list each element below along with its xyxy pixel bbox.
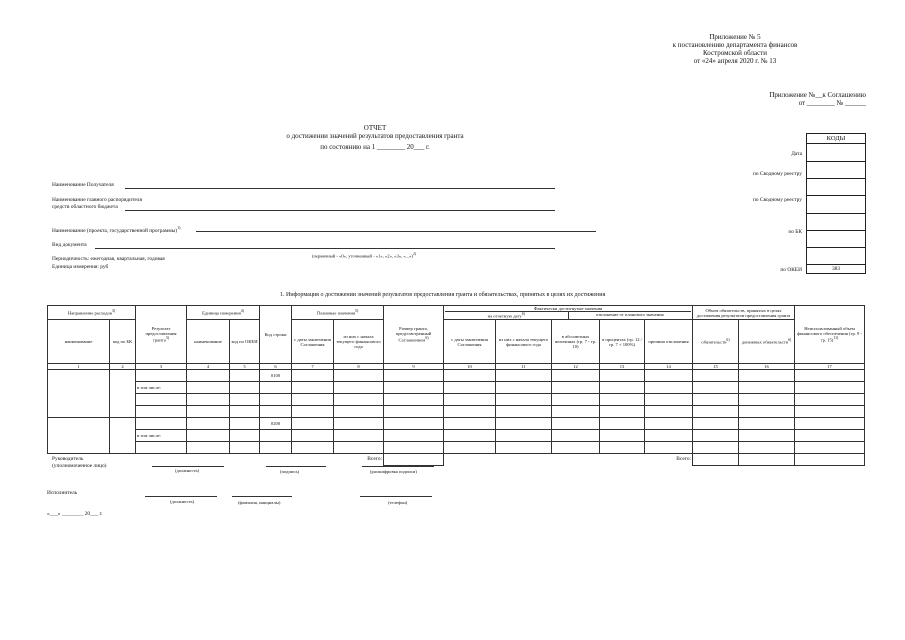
table-row [48,370,865,382]
cell[interactable] [230,382,260,394]
appendix-line1: Приложение № 5 [709,33,761,41]
recipient-label: Наименование Получателя [52,182,114,188]
project-label-sup: 1) [177,225,181,230]
total-right-label: Всего: [676,456,692,463]
doc-type-line[interactable] [95,248,555,249]
section1-title: 1. Информация о достижении значений результатов предоставления гранта и обязательствах, принятых в целях их достижения [280,292,606,298]
cell[interactable] [552,430,600,442]
cell[interactable] [739,418,795,430]
th-result-sup: 3) [165,336,169,341]
th-direction [48,306,136,320]
executor-position-caption: (должность) [170,499,195,504]
cell[interactable] [496,382,552,394]
total-oblig-a-cell[interactable] [693,454,739,466]
codes-bk-label: по БК [788,229,802,235]
th-direction-sup: 3) [111,309,116,314]
col-num: 13 [600,364,645,370]
th-fact-date [445,312,569,319]
doc-type-hint [312,252,416,259]
cell[interactable] [795,394,865,406]
cell[interactable] [496,394,552,406]
cell[interactable] [693,418,739,430]
th-plan-sup: 5) [355,309,359,314]
report-subtitle: о достижении значений результатов предоставления гранта [286,132,464,140]
cell[interactable] [739,406,795,418]
th-oblig-a-sup: 6) [726,338,730,343]
doc-type-hint-text: (первичный - «0», уточненный - «1», «2», «3», «...») [312,253,413,259]
cell[interactable] [600,370,645,382]
cell[interactable] [444,406,496,418]
col-num: 17 [795,364,865,370]
doc-type-hint-sup: 2) [412,252,416,256]
cell[interactable] [334,442,384,454]
cell[interactable] [292,382,334,394]
th-size-sup: 6) [425,336,429,341]
col-num: 10 [444,364,496,370]
appendix-line3: Костромской области [702,49,768,57]
th-oblig-a [693,320,739,364]
th-direction-text: Направление расходов [67,310,112,316]
col-num: 6 [260,364,292,370]
totals-row [48,454,865,466]
th-oblig-a-text: обязательств [701,339,727,345]
cell[interactable] [739,394,795,406]
codes-reg1-label: по Сводному реестру [753,171,802,177]
cell[interactable] [693,406,739,418]
cell[interactable] [552,406,600,418]
cell[interactable] [444,418,496,430]
cell[interactable] [260,382,292,394]
total-left-label: Всего: [367,456,383,463]
manager-label-1: Наименование главного распорядителя [52,197,142,203]
cell[interactable] [292,418,334,430]
col-num: 8 [334,364,384,370]
doc-type-label: Вид документа [52,242,87,248]
recipient-line[interactable] [125,188,555,189]
periodicity-label: Периодичность: ежегодная, квартальная, годовая [52,256,165,262]
cell[interactable] [739,442,795,454]
th-plan [292,306,384,320]
report-date-line: «___» ________ 20___ г. [47,511,103,517]
head-signature-caption: (подпись) [280,469,300,474]
cell[interactable] [600,442,645,454]
agreement-appendix [748,91,866,107]
cell[interactable] [552,382,600,394]
cell[interactable] [292,442,334,454]
cell[interactable] [795,382,865,394]
cell[interactable] [693,382,739,394]
agreement-line1: Приложение №__к Соглашению [769,91,866,99]
code-reg2b-cell[interactable] [807,213,865,230]
col-num: 2 [110,364,136,370]
th-dev-pct: в процентах (гр. 12 / гр. 7 × 100%) [600,320,645,364]
cell[interactable] [739,430,795,442]
col-num: 15 [693,364,739,370]
cell[interactable] [260,430,292,442]
manager-line[interactable] [125,210,555,211]
th-fact [444,306,693,320]
th-size-text: Размер гранта, предусмотренный Соглашением [395,326,432,343]
cell[interactable] [260,442,292,454]
th-unit-text: Единица измерения [202,310,241,316]
report-title: ОТЧЕТ [363,124,387,132]
th-oblig-b-sup: 6) [787,338,792,343]
report-title-block [270,124,480,151]
col-num: 16 [739,364,795,370]
cell[interactable] [645,430,693,442]
cell[interactable] [795,406,865,418]
head-position-line[interactable] [152,466,224,467]
cell[interactable] [600,430,645,442]
th-result [136,306,187,364]
cell[interactable] [496,370,552,382]
cell[interactable] [552,370,600,382]
report-date: по состоянию на 1 ________ 20___ г. [320,143,430,151]
agreement-line2: от ________ № ______ [798,99,866,107]
cell[interactable] [334,418,384,430]
cell[interactable] [384,418,444,430]
unit-label: Единица измерения: руб [52,264,109,270]
th-fact-b: из них с начала текущего финансового года [496,320,552,364]
th-bk: код по БК [110,320,136,364]
cell[interactable] [739,370,795,382]
cell[interactable] [444,382,496,394]
th-code: Код строки [260,306,292,364]
cell[interactable] [552,442,600,454]
cell[interactable] [136,406,187,418]
head-label-2: (уполномоченное лицо) [52,463,107,469]
th-size [384,306,444,364]
cell-row-code: 0100 [260,370,292,382]
th-plan-b: из них с начала текущего финансового года [334,320,384,364]
codes-reg2-label: по Сводному реестру [753,197,802,203]
code-reg1b-cell[interactable] [807,178,865,195]
cell[interactable] [645,382,693,394]
code-bkb-cell[interactable] [807,247,865,264]
col-num: 12 [552,364,600,370]
th-oblig: Объем обязательств, принятых в целях достижения результатов предоставления гранта [693,306,795,320]
cell[interactable] [334,394,384,406]
cell[interactable] [600,394,645,406]
total-oblig-b-cell[interactable] [739,454,795,466]
cell[interactable] [187,394,230,406]
cell[interactable] [334,406,384,418]
head-decoding-caption: (расшифровка подписи) [370,469,417,474]
cell[interactable] [292,430,334,442]
th-unit-sup: 4) [240,309,244,314]
th-okei: код по ОКЕИ [230,320,260,364]
table-row [48,418,865,430]
cell[interactable] [136,442,187,454]
head-label-1: Руководитель [52,456,84,462]
cell[interactable] [187,430,230,442]
total-unused-cell[interactable] [795,454,865,466]
cell[interactable] [600,382,645,394]
cell[interactable] [600,418,645,430]
project-line[interactable] [196,231,596,232]
project-label-text: Наименование (проекта, государственной программы) [52,227,178,234]
cell[interactable] [645,394,693,406]
th-fact-dev: отклонение от планового значения [595,312,664,318]
cell[interactable] [136,370,187,382]
appendix-line4: от «24» апреля 2020 г. № 13 [693,57,777,65]
executor-name-line[interactable] [232,496,292,497]
head-signature-line[interactable] [266,466,326,467]
head-position-caption: (должность) [175,468,200,473]
col-num: 1 [48,364,110,370]
cell-direction-name[interactable] [48,418,110,454]
cell[interactable] [230,394,260,406]
cell[interactable] [230,406,260,418]
cell-including: в том числе: [136,430,187,442]
th-fact-text: Фактически достигнутые значения [445,306,691,312]
cell-direction-bk[interactable] [110,370,136,418]
cell[interactable] [187,442,230,454]
cell[interactable] [496,418,552,430]
codes-date-label: Дата [791,151,802,157]
cell[interactable] [645,442,693,454]
cell[interactable] [334,382,384,394]
th-oblig-b-text: денежных обязательств [741,339,788,345]
cell[interactable] [230,442,260,454]
cell[interactable] [334,430,384,442]
code-date-cell[interactable] [807,143,865,161]
cell[interactable] [552,394,600,406]
cell[interactable] [552,418,600,430]
th-unit-name: наименование [187,320,230,364]
appendix-header [670,33,800,65]
executor-position-line[interactable] [145,496,217,497]
table-row [48,382,865,394]
cell[interactable] [230,430,260,442]
cell[interactable] [444,394,496,406]
cell[interactable] [795,430,865,442]
cell[interactable] [645,406,693,418]
col-num: 3 [136,364,187,370]
cell[interactable] [795,442,865,454]
manager-label-2: средств областного бюджета [52,204,118,210]
cell[interactable] [693,430,739,442]
cell[interactable] [230,370,260,382]
cell[interactable] [292,394,334,406]
cell[interactable] [384,442,444,454]
cell[interactable] [292,406,334,418]
cell[interactable] [384,370,444,382]
cell[interactable] [693,442,739,454]
code-reg2-cell[interactable] [807,195,865,213]
cell-direction-name[interactable] [48,370,110,418]
table-row [48,430,865,442]
cell[interactable] [187,418,230,430]
executor-name-caption: (фамилия, инициалы) [238,500,281,505]
cell[interactable] [693,370,739,382]
cell[interactable] [187,370,230,382]
th-dev-abs: в абсолютных величинах (гр. 7 - гр. 10) [552,320,600,364]
cell[interactable] [187,382,230,394]
cell[interactable] [292,370,334,382]
cell[interactable] [739,382,795,394]
col-num: 9 [384,364,444,370]
cell[interactable] [795,418,865,430]
cell-row-code: 0200 [260,418,292,430]
th-unused [795,306,865,364]
th-unused-sup: 11) [833,336,839,341]
cell[interactable] [260,394,292,406]
cell[interactable] [384,394,444,406]
project-label [52,225,180,234]
total-size-cell[interactable] [384,454,444,466]
cell[interactable] [444,430,496,442]
cell[interactable] [334,370,384,382]
code-okei-cell: 383 [807,264,865,273]
cell[interactable] [384,406,444,418]
th-result-text: Результат предоставления гранта [145,326,177,343]
th-fact-a: с даты заключения Соглашения [444,320,496,364]
col-num: 5 [230,364,260,370]
cell[interactable] [136,418,187,430]
cell[interactable] [444,442,496,454]
cell[interactable] [496,442,552,454]
cell-including: в том числе: [136,382,187,394]
results-table [47,305,865,466]
th-fact-subhead [445,312,691,319]
cell[interactable] [600,406,645,418]
cell[interactable] [496,406,552,418]
th-unused-text: Неиспользованный объем финансового обеспечения (гр. 9 - гр. 15) [797,326,863,343]
cell-direction-bk[interactable] [110,418,136,454]
appendix-line2: к постановлению департамента финансов [672,41,798,49]
cell[interactable] [795,370,865,382]
cell[interactable] [645,370,693,382]
th-fact-date-sup: 6) [521,312,525,317]
cell[interactable] [260,406,292,418]
cell[interactable] [444,370,496,382]
head-decoding-line[interactable] [362,466,434,467]
executor-label: Исполнитель [47,490,78,496]
th-fact-date-text: на отчетную дату [487,313,522,319]
executor-phone-caption: (телефон) [388,500,408,505]
col-num: 7 [292,364,334,370]
executor-phone-line[interactable] [360,496,432,497]
col-num: 4 [187,364,230,370]
th-oblig-b [739,320,795,364]
cell[interactable] [693,394,739,406]
code-reg1-cell[interactable] [807,161,865,178]
col-num: 14 [645,364,693,370]
cell[interactable] [230,418,260,430]
th-unit [187,306,260,320]
cell[interactable] [384,382,444,394]
codes-box [806,133,866,274]
cell[interactable] [136,394,187,406]
col-num: 11 [496,364,552,370]
cell[interactable] [496,430,552,442]
codes-okei-label: по ОКЕИ [780,267,802,273]
table-row [48,442,865,454]
cell[interactable] [645,418,693,430]
cell[interactable] [384,430,444,442]
th-plan-a: с даты заключения Соглашения [292,320,334,364]
th-reason: причина отклонения [645,320,693,364]
codes-header: КОДЫ [826,135,846,142]
cell[interactable] [187,406,230,418]
table-row [48,394,865,406]
th-plan-text: Плановые значения [316,310,356,316]
th-name: наименование [48,320,110,364]
code-bk-cell[interactable] [807,230,865,247]
table-row [48,406,865,418]
